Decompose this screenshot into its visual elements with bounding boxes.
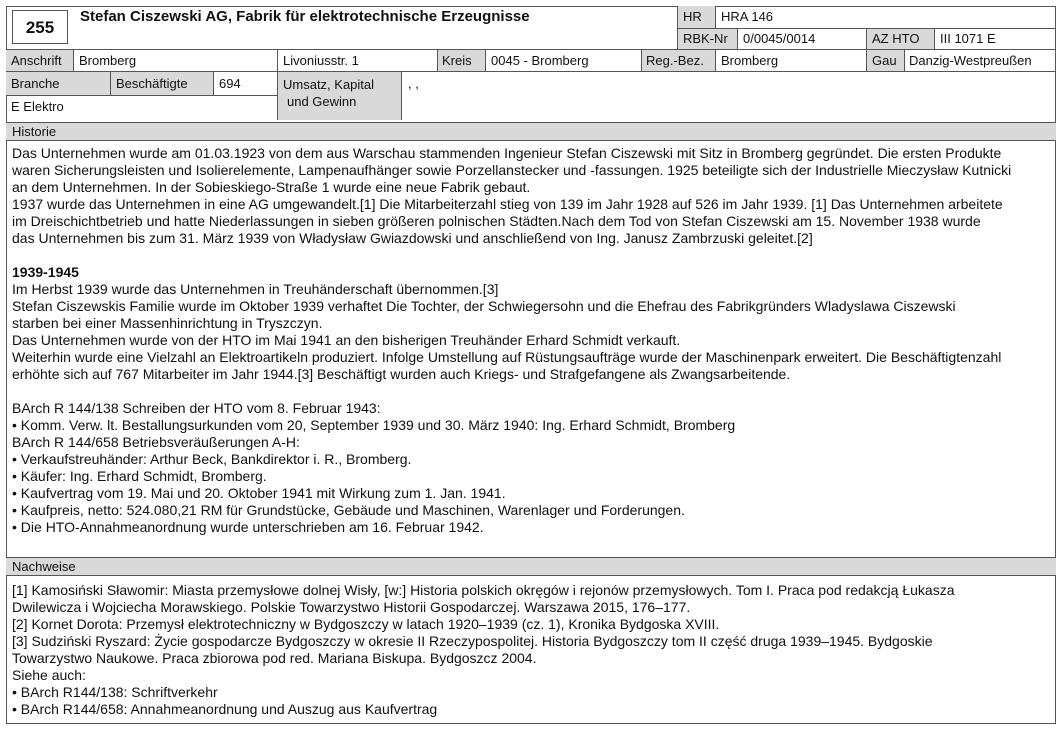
grid-line — [934, 28, 935, 49]
nachweis-line: Towarzystwo Naukowe. Praca zbiorowa pod red. Mariana Biskupa. Bydgoszcz 2004. — [12, 650, 537, 666]
record-number: 255 — [25, 18, 55, 37]
grid-line — [737, 28, 738, 49]
beschaeftigte-label: Beschäftigte — [116, 76, 188, 91]
nachweise-title: Nachweise — [12, 559, 76, 574]
branche-value: E Elektro — [11, 99, 64, 114]
grid-line — [437, 49, 438, 71]
grid-line — [73, 49, 74, 71]
azhto-value: III 1071 E — [940, 31, 996, 46]
period-line: Stefan Ciszewskis Familie wurde im Oktober 1939 verhaftet Die Tochter, der Schwiegersohn und die Ehefrau des Fabrikgründers Wladyslawa Ciszewski — [12, 298, 956, 314]
nachweis-line: [2] Kornet Dorota: Przemysł elektrotechniczny w Bydgoszczy w latach 1920–1939 (cz. 1), Kronika Bydgoska XVIII. — [12, 616, 720, 632]
grid-line — [641, 49, 642, 71]
gau-label: Gau — [872, 53, 897, 68]
barch-line: • Komm. Verw. lt. Bestallungsurkunden vom 20, September 1939 und 30. März 1940: Ing. Erhard Schmidt, Bromberg — [12, 417, 736, 433]
company-name: Stefan Ciszewski AG, Fabrik für elektrotechnische Erzeugnisse — [80, 8, 530, 25]
grid-line — [715, 6, 716, 28]
anschrift-city: Bromberg — [79, 53, 137, 68]
regbez-value: Bromberg — [721, 53, 779, 68]
historie-line: waren Sicherungsleisten und Isolierelemente, Lampenaufhänger sowie Porzellanstecker und -fassungen. 1925 beteiligte sich der Industrielle Mieczysław Kutnicki — [12, 162, 1012, 178]
grid-line — [677, 28, 1056, 29]
historie-line: an dem Unternehmen. In der Sobieskiego-Straße 1 wurde eine neue Fabrik gebaut. — [12, 179, 531, 195]
historie-body — [12, 145, 1056, 536]
period-line: Im Herbst 1939 wurde das Unternehmen in Treuhänderschaft übernommen.[3] — [12, 281, 499, 297]
nachweis-line: [3] Sudziński Ryszard: Życie gospodarcze Bydgoszczy w okresie II Rzeczypospolitej. Historia Bydgoszczy tom II część druga 1939–1945. Bydgoskie — [12, 633, 933, 649]
hr-value: HRA 146 — [721, 9, 774, 24]
azhto-label: AZ HTO — [872, 31, 920, 46]
branche-label: Branche — [11, 76, 60, 91]
barch-line: • Kaufvertrag vom 19. Mai und 20. Oktober 1941 mit Wirkung zum 1. Jan. 1941. — [12, 485, 506, 501]
grid-line — [213, 71, 214, 95]
grid-line — [6, 95, 277, 96]
barch-line: • Die HTO-Annahmeanordnung wurde unterschrieben am 16. Februar 1942. — [12, 519, 484, 535]
barch-line: • Käufer: Ing. Erhard Schmidt, Bromberg. — [12, 468, 267, 484]
regbez-label: Reg.-Bez. — [646, 53, 704, 68]
barch-line: BArch R 144/138 Schreiben der HTO vom 8. Februar 1943: — [12, 400, 381, 416]
grid-line — [6, 71, 1056, 72]
grid-line — [6, 49, 1056, 50]
anschrift-street: Livoniusstr. 1 — [283, 53, 359, 68]
grid-line — [110, 71, 111, 95]
period-line: Das Unternehmen wurde von der HTO im Mai 1941 an den bisherigen Treuhänder Erhard Schmidt verkauft. — [12, 332, 681, 348]
grid-line — [277, 49, 278, 120]
umsatz-label-line1: Umsatz, Kapital — [283, 77, 375, 92]
anschrift-label: Anschrift — [11, 53, 62, 68]
nachweis-line: Siehe auch: — [12, 667, 86, 683]
nachweise-section-bar — [6, 557, 1056, 576]
hr-label: HR — [683, 9, 702, 24]
period-line: starben bei einer Massenhinrichtung in Tryszczyn. — [12, 315, 323, 331]
historie-line: im Dreischichtbetrieb und hatte Niederlassungen in sieben größeren polnischen Städten.Nach dem Tod von Stefan Ciszewski am 15. November 1938 wurde — [12, 213, 981, 229]
umsatz-label-line2: und Gewinn — [287, 94, 357, 109]
kreis-value: 0045 - Bromberg — [491, 53, 589, 68]
barch-line: • Kaufpreis, netto: 524.080,21 RM für Grundstücke, Gebäude und Maschinen, Warenlager und Forderungen. — [12, 502, 685, 518]
rbk-value: 0/0045/0014 — [743, 31, 816, 46]
grid-line — [401, 71, 402, 120]
historie-title: Historie — [12, 124, 57, 139]
period-line: Weiterhin wurde eine Vielzahl an Elektroartikeln produziert. Infolge Umstellung auf Rüstungsaufträge wurde der Maschinenpark erweitert. Die Beschäftigtenzahl — [12, 349, 1002, 365]
barch-line: • Verkaufstreuhänder: Arthur Beck, Bankdirektor i. R., Bromberg. — [12, 451, 412, 467]
period-line: erhöhte sich auf 767 Mitarbeiter im Jahr 1944.[3] Beschäftigt wurden auch Kriegs- und Strafgefangene als Zwangsarbeitende. — [12, 366, 791, 382]
umsatz-value: , , — [408, 76, 419, 91]
historie-line: Das Unternehmen wurde am 01.03.1923 von dem aus Warschau stammenden Ingenieur Stefan Ciszewski mit Sitz in Bromberg gegründet. Die ersten Produkte — [12, 145, 1002, 161]
rbk-label: RBK-Nr — [683, 31, 728, 46]
gau-value: Danzig-Westpreußen — [909, 53, 1032, 68]
period-heading: 1939-1945 — [12, 264, 79, 280]
nachweise-body — [12, 582, 1056, 718]
grid-line — [485, 49, 486, 71]
beschaeftigte-value: 694 — [219, 76, 241, 91]
kreis-label: Kreis — [442, 53, 472, 68]
historie-line: das Unternehmen bis zum 31. März 1939 von Władysław Gwiazdowski und anschließend von Ing. Janusz Zambrzuski geleitet.[2] — [12, 230, 813, 246]
barch-line: BArch R 144/658 Betriebsveräußerungen A-H: — [12, 434, 300, 450]
nachweis-line: Dwilewicza i Wojciecha Morawskiego. Polskie Towarzystwo Historii Gospodarczej. Warszawa 2015, 176–177. — [12, 599, 691, 615]
nachweis-line: [1] Kamosiński Sławomir: Miasta przemysłowe dolnej Wisły, [w:] Historia polskich okręgów i rejonów przemysłowych. Tom I. Praca pod redakcją Łukasza — [12, 582, 955, 598]
historie-section-bar — [6, 122, 1056, 141]
nachweis-line: • BArch R144/138: Schriftverkehr — [12, 684, 218, 700]
historie-line: 1937 wurde das Unternehmen in eine AG umgewandelt.[1] Die Mitarbeiterzahl stieg von 139 im Jahr 1928 auf 526 im Jahr 1939. [1] Das Unternehmen arbeitete — [12, 196, 1003, 212]
grid-line — [715, 49, 716, 71]
grid-line — [904, 49, 905, 71]
nachweis-line: • BArch R144/658: Annahmeanordnung und Auszug aus Kaufvertrag — [12, 701, 438, 717]
